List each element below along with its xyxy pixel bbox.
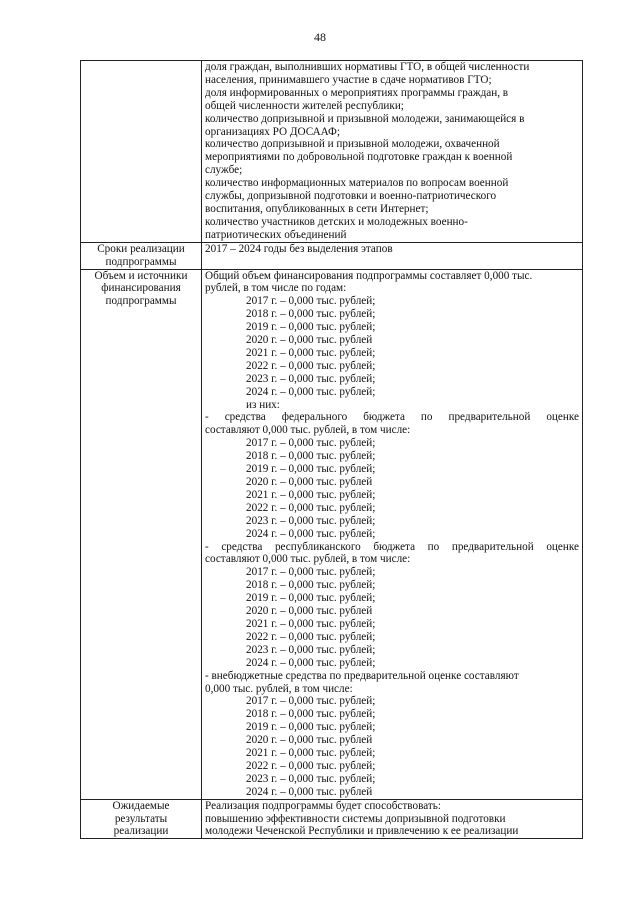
content-line: общей численности жителей республики;: [205, 99, 404, 112]
content-line: 2023 г. – 0,000 тыс. рублей;: [246, 514, 376, 527]
content-line: 2021 г. – 0,000 тыс. рублей;: [246, 617, 376, 630]
content-line: населения, принимавшего участие в сдаче нормативов ГТО;: [205, 73, 492, 86]
row-label-line: реализации: [113, 825, 169, 838]
content-line: 2022 г. – 0,000 тыс. рублей;: [246, 359, 376, 372]
row-content-cell: [202, 242, 583, 269]
content-line: 2018 г. – 0,000 тыс. рублей;: [246, 708, 376, 721]
content-line: из них:: [246, 398, 280, 411]
content-line: 2017 г. – 0,000 тыс. рублей;: [246, 295, 376, 308]
table-row: [81, 799, 583, 839]
content-line: патриотических объединений: [205, 228, 347, 241]
content-line: Реализация подпрограммы будет способствовать:: [205, 799, 441, 812]
content-line: молодежи Чеченской Республики и привлечению к ее реализации: [205, 825, 519, 838]
content-line: 2024 г. – 0,000 тыс. рублей;: [246, 385, 376, 398]
content-line: 2023 г. – 0,000 тыс. рублей;: [246, 643, 376, 656]
table-row: [81, 269, 583, 799]
row-content-cell: [202, 799, 583, 839]
row-label-line: финансирования: [101, 282, 181, 295]
content-line: 2020 г. – 0,000 тыс. рублей: [246, 605, 373, 618]
content-line: - внебюджетные средства по предварительной оценке составляют: [205, 669, 519, 682]
content-line: 0,000 тыс. рублей, в том числе:: [205, 682, 353, 695]
content-line: составляют 0,000 тыс. рублей, в том числе:: [205, 553, 411, 566]
content-line: - средства федерального бюджета по предварительной оценке: [205, 411, 579, 424]
content-line: 2023 г. – 0,000 тыс. рублей;: [246, 772, 376, 785]
content-line: 2020 г. – 0,000 тыс. рублей: [246, 334, 373, 347]
content-line: 2017 г. – 0,000 тыс. рублей;: [246, 437, 376, 450]
row-label-cell: [81, 269, 202, 799]
content-line: 2017 г. – 0,000 тыс. рублей;: [246, 695, 376, 708]
content-line: 2017 г. – 0,000 тыс. рублей;: [246, 566, 376, 579]
passport-table: [80, 60, 583, 839]
content-line: 2018 г. – 0,000 тыс. рублей;: [246, 308, 376, 321]
row-content-cell: [202, 269, 583, 799]
row-label-line: результаты: [114, 812, 168, 825]
content-line: 2018 г. – 0,000 тыс. рублей;: [246, 579, 376, 592]
content-line: мероприятиями по добровольной подготовке граждан к военной: [205, 151, 513, 164]
content-line: 2022 г. – 0,000 тыс. рублей;: [246, 501, 376, 514]
content-line: 2024 г. – 0,000 тыс. рублей: [246, 785, 373, 798]
content-line: доля информированных о мероприятиях программы граждан, в: [205, 86, 509, 99]
content-line: - средства республиканского бюджета по предварительной оценке: [205, 540, 579, 553]
table-body: [81, 61, 583, 839]
row-label-line: подпрограммы: [105, 255, 177, 268]
row-content-cell: [202, 61, 583, 243]
content-line: службы, допризывной подготовки и военно-патриотического: [205, 190, 497, 203]
content-line: 2021 г. – 0,000 тыс. рублей;: [246, 346, 376, 359]
content-line: 2020 г. – 0,000 тыс. рублей: [246, 476, 373, 488]
row-label-line: Объем и источники: [94, 269, 188, 282]
row-label-cell: [81, 242, 202, 269]
content-line: 2022 г. – 0,000 тыс. рублей;: [246, 630, 376, 643]
content-line: Общий объем финансирования подпрограммы составляет 0,000 тыс.: [205, 269, 533, 282]
row-label-line: Ожидаемые: [112, 799, 170, 812]
content-line: повышению эффективности системы допризывной подготовки: [205, 812, 506, 825]
content-line: 2024 г. – 0,000 тыс. рублей;: [246, 656, 376, 669]
content-line: доля граждан, выполнивших нормативы ГТО, в общей численности: [205, 61, 530, 73]
row-label-line: Сроки реализации: [97, 242, 185, 255]
content-line: 2021 г. – 0,000 тыс. рублей;: [246, 747, 376, 760]
page-number: 48: [314, 30, 326, 44]
content-line: службе;: [205, 164, 243, 177]
content-line: 2023 г. – 0,000 тыс. рублей;: [246, 372, 376, 385]
row-label-cell: [81, 799, 202, 839]
content-line: 2021 г. – 0,000 тыс. рублей;: [246, 488, 376, 501]
row-label-line: подпрограммы: [105, 295, 177, 308]
content-line: воспитания, опубликованных в сети Интернет;: [205, 202, 429, 215]
content-line: количество участников детских и молодежных военно-: [205, 215, 468, 228]
content-line: количество информационных материалов по вопросам военной: [205, 177, 509, 190]
row-label-cell: [81, 61, 202, 243]
content-line: количество допризывной и призывной молодежи, охваченной: [205, 138, 500, 151]
content-line: 2019 г. – 0,000 тыс. рублей;: [246, 321, 376, 334]
content-line: 2022 г. – 0,000 тыс. рублей;: [246, 759, 376, 772]
table-row: [81, 61, 583, 243]
content-line: 2017 – 2024 годы без выделения этапов: [205, 242, 393, 255]
content-line: организациях РО ДОСААФ;: [205, 125, 340, 138]
content-line: 2018 г. – 0,000 тыс. рублей;: [246, 450, 376, 463]
content-line: рублей, в том числе по годам:: [205, 282, 347, 295]
content-line: 2020 г. – 0,000 тыс. рублей: [246, 734, 373, 747]
content-line: 2024 г. – 0,000 тыс. рублей;: [246, 527, 376, 540]
content-line: количество допризывной и призывной молодежи, занимающейся в: [205, 112, 525, 125]
content-line: 2019 г. – 0,000 тыс. рублей;: [246, 721, 376, 734]
content-line: 2019 г. – 0,000 тыс. рублей;: [246, 592, 376, 605]
table-row: [81, 242, 583, 269]
content-line: 2019 г. – 0,000 тыс. рублей;: [246, 463, 376, 476]
content-line: составляют 0,000 тыс. рублей, в том числе:: [205, 424, 411, 437]
